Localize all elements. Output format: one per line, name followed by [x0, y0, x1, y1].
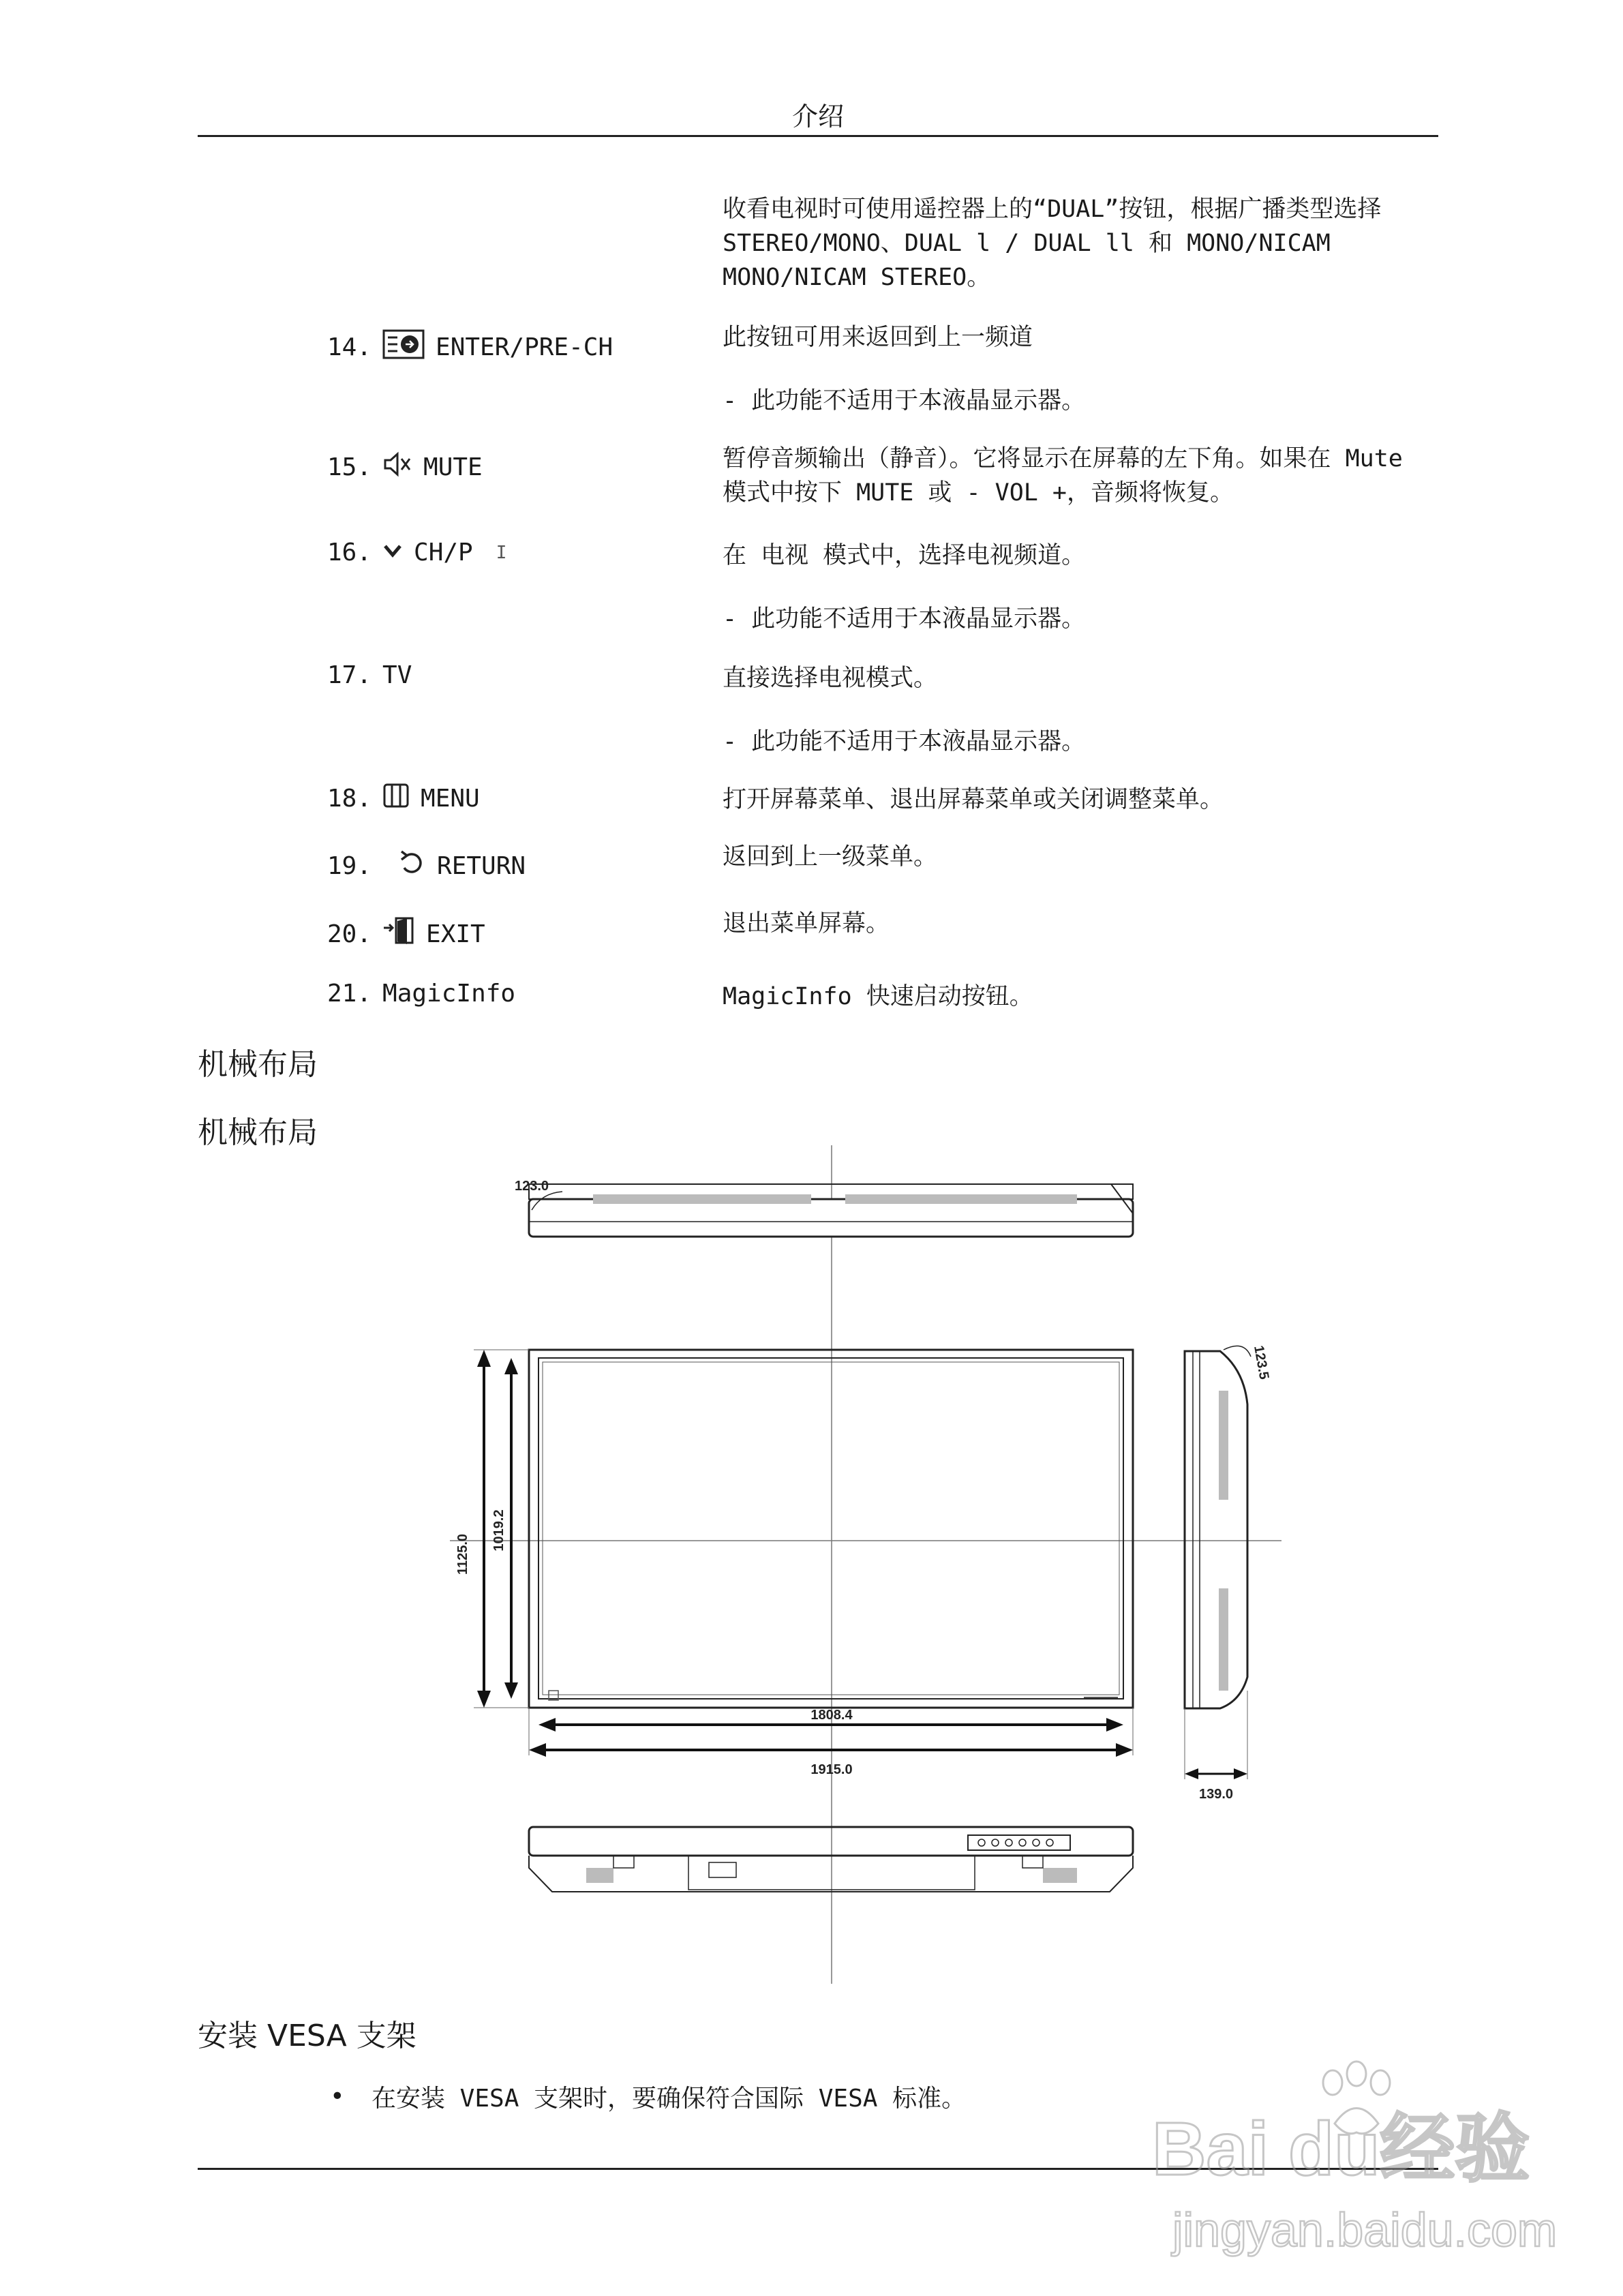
item-note: - 此功能不适用于本液晶显示器。: [723, 605, 1086, 633]
item-number: 18.: [327, 785, 372, 813]
menu-icon: [382, 783, 410, 815]
list-item-mute: [327, 451, 483, 484]
side-angle-label: 123.5: [1251, 1344, 1272, 1381]
section-heading-mechanical-layout: 机械布局: [198, 1115, 318, 1150]
item-number: 21.: [327, 980, 372, 1008]
chevron-down-icon: [382, 539, 403, 567]
enter-pre-ch-icon: [382, 329, 425, 365]
item-label: TV: [382, 661, 412, 689]
svg-text:jingyan.baidu.com: jingyan.baidu.com: [1172, 2203, 1558, 2256]
item-label: EXIT: [426, 920, 485, 948]
item-label: RETURN: [437, 852, 526, 880]
item-label: MENU: [421, 785, 480, 813]
item-label: CH/P: [414, 539, 473, 567]
list-item-menu: [327, 783, 480, 815]
section-heading-vesa: 安装 VESA 支架: [198, 2019, 416, 2053]
inner-width-label: 1808.4: [810, 1708, 853, 1723]
return-icon: [397, 849, 426, 883]
bullet-icon: •: [330, 2083, 345, 2111]
item-number: 17.: [327, 661, 372, 689]
outer-height-label: 1125.0: [455, 1533, 470, 1575]
item-note: - 此功能不适用于本液晶显示器。: [723, 387, 1086, 414]
item-description: 直接选择电视模式。: [723, 665, 938, 692]
item-description: 退出菜单屏幕。: [723, 910, 890, 937]
item-number: 14.: [327, 333, 372, 361]
item-label-suffix: I: [496, 542, 507, 563]
section-heading-mechanical: 机械布局: [198, 1047, 318, 1082]
depth-label: 139.0: [1198, 1787, 1234, 1802]
item-description: 此按钮可用来返回到上一频道: [723, 324, 1033, 351]
list-item-exit: [327, 916, 485, 953]
intro-paragraph: 收看电视时可使用遥控器上的“DUAL”按钮，根据广播类型选择 STEREO/MONO、DUAL l / DUAL ll 和 MONO/NICAM MONO/NICAM STEREO。: [723, 196, 1382, 291]
item-label: MUTE: [423, 453, 483, 481]
page-header-title: 介绍: [791, 102, 844, 132]
item-description: MagicInfo 快速启动按钮。: [723, 983, 1033, 1010]
item-note: - 此功能不适用于本液晶显示器。: [723, 728, 1086, 755]
mute-speaker-icon: [382, 451, 412, 484]
side-view-drawing: [1185, 1344, 1271, 1802]
list-item-tv: [327, 661, 412, 689]
header-divider: [198, 135, 1438, 137]
top-angle-label: 123.0: [515, 1179, 549, 1194]
baidu-jingyan-watermark: [1152, 2059, 1561, 2263]
item-number: 19.: [327, 852, 372, 880]
top-view-drawing: [515, 1179, 1133, 1237]
list-item-ch-p: [327, 539, 506, 567]
item-description: 暂停音频输出（静音）。它将显示在屏幕的左下角。如果在 Mute 模式中按下 MUTE 或 - VOL +，音频将恢复。: [723, 445, 1403, 507]
front-view-drawing: [455, 1350, 1133, 1777]
item-label: ENTER/PRE-CH: [436, 333, 613, 361]
outer-width-label: 1915.0: [810, 1762, 853, 1777]
item-number: 15.: [327, 453, 372, 481]
list-item-return: [327, 849, 526, 883]
vesa-bullet-text: 在安装 VESA 支架时，要确保符合国际 VESA 标准。: [371, 2085, 967, 2113]
svg-text:du经验: du经验: [1288, 2107, 1530, 2191]
item-description: 返回到上一级菜单。: [723, 843, 938, 871]
list-item-enter-pre-ch: [327, 329, 613, 365]
svg-text:Bai: Bai: [1152, 2107, 1269, 2191]
bottom-view-drawing: [529, 1827, 1133, 1892]
item-label: MagicInfo: [382, 980, 516, 1008]
mechanical-layout-diagram: [409, 1145, 1295, 1987]
item-description: 打开屏幕菜单、退出屏幕菜单或关闭调整菜单。: [723, 786, 1224, 813]
exit-door-icon: [382, 916, 415, 953]
inner-height-label: 1019.2: [491, 1509, 506, 1552]
item-number: 20.: [327, 920, 372, 948]
item-number: 16.: [327, 539, 372, 567]
list-item-magicinfo: [327, 980, 515, 1008]
item-description: 在 电视 模式中，选择电视频道。: [723, 542, 1086, 569]
